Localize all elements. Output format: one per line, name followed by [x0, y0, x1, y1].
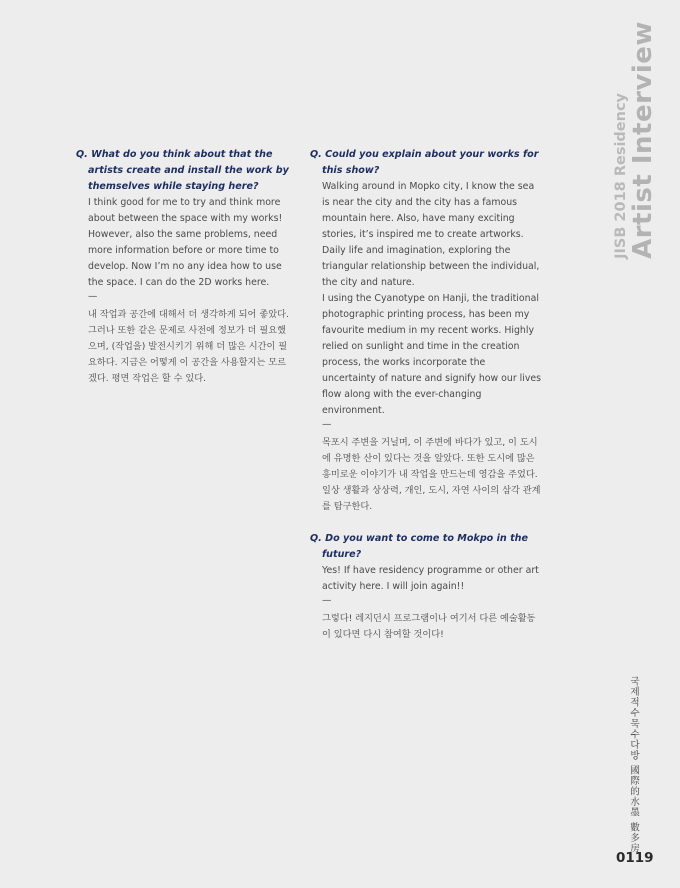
answer-3-en: Yes! If have residency programme or other art activity here. I will join again!!	[322, 565, 539, 592]
left-column	[76, 147, 290, 399]
right-column	[310, 147, 542, 655]
qa-block-2	[310, 147, 542, 515]
answer-3-ko: 그렇다! 레지던시 프로그램이나 여기서 다른 예술활동이 있다면 다시 참여할 것이다!	[322, 613, 536, 640]
answer-1-ko: 내 작업과 공간에 대해서 더 생각하게 되어 좋았다. 그러나 또한 같은 문제로 사전에 정보가 더 필요했으며, (작업을) 발전시키기 위해 더 많은 시간이 필요하다. 지금은 어떻게 이 공간을 사용할지는 모르겠다. 평면 작업은 할 수 있다.	[88, 309, 289, 384]
page-number: 0119	[616, 850, 654, 866]
section-title: Artist Interview	[628, 21, 658, 259]
answer-1-en: I think good for me to try and think more about between the space with my works! However, also the same problems, need more information before or more time to develop. Now I’m no any idea how to use the space. I can do the 2D works here.	[88, 197, 283, 288]
qa-block-3	[310, 531, 542, 643]
section-header	[612, 21, 658, 259]
series-label: JISB 2018 Residency	[613, 92, 629, 259]
qa-block-1	[76, 147, 290, 387]
question-2: Q. Could you explain about your works for this show?	[310, 149, 539, 176]
separator-dash: —	[88, 291, 98, 302]
question-3: Q. Do you want to come to Mokpo in the future?	[310, 533, 528, 560]
question-1: Q. What do you think about that the artists create and install the work by themselves while staying here?	[76, 149, 289, 192]
answer-2-en-part1: Walking around in Mopko city, I know the sea is near the city and the city has a famous mountain here. Also, have many exciting stories, it’s inspired me to create artworks. Daily life and imagination, exploring the triangular relationship between the individual, the city and nature.	[322, 181, 540, 288]
vertical-program-title: 국제적수묵수다방 國際的水墨 數多房	[628, 676, 639, 854]
answer-2-en-part2: I using the Cyanotype on Hanji, the traditional photographic printing process, has been my favourite medium in my recent works. Highly relied on sunlight and time in the creation process, the works incorporate the uncertainty of nature and signify how our lives flow along with the ever-changing environment.	[322, 293, 542, 416]
separator-dash: —	[322, 419, 332, 430]
answer-2-ko: 목포시 주변을 거닐며, 이 주변에 바다가 있고, 이 도시에 유명한 산이 있다는 것을 알았다. 또한 도시에 많은 흥미로운 이야기가 내 작업을 만드는데 영감을 주었다. 일상 생활과 상상력, 개인, 도시, 자연 사이의 삼각 관계를 탐구한다.	[322, 437, 541, 512]
separator-dash: —	[322, 595, 332, 606]
